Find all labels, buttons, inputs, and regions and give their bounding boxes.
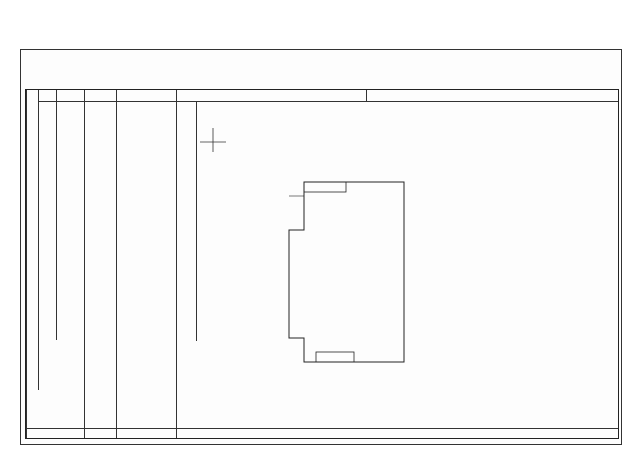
survey-sheet <box>20 49 622 445</box>
floor-plan-drawing <box>26 90 618 438</box>
survey-form <box>25 89 619 439</box>
